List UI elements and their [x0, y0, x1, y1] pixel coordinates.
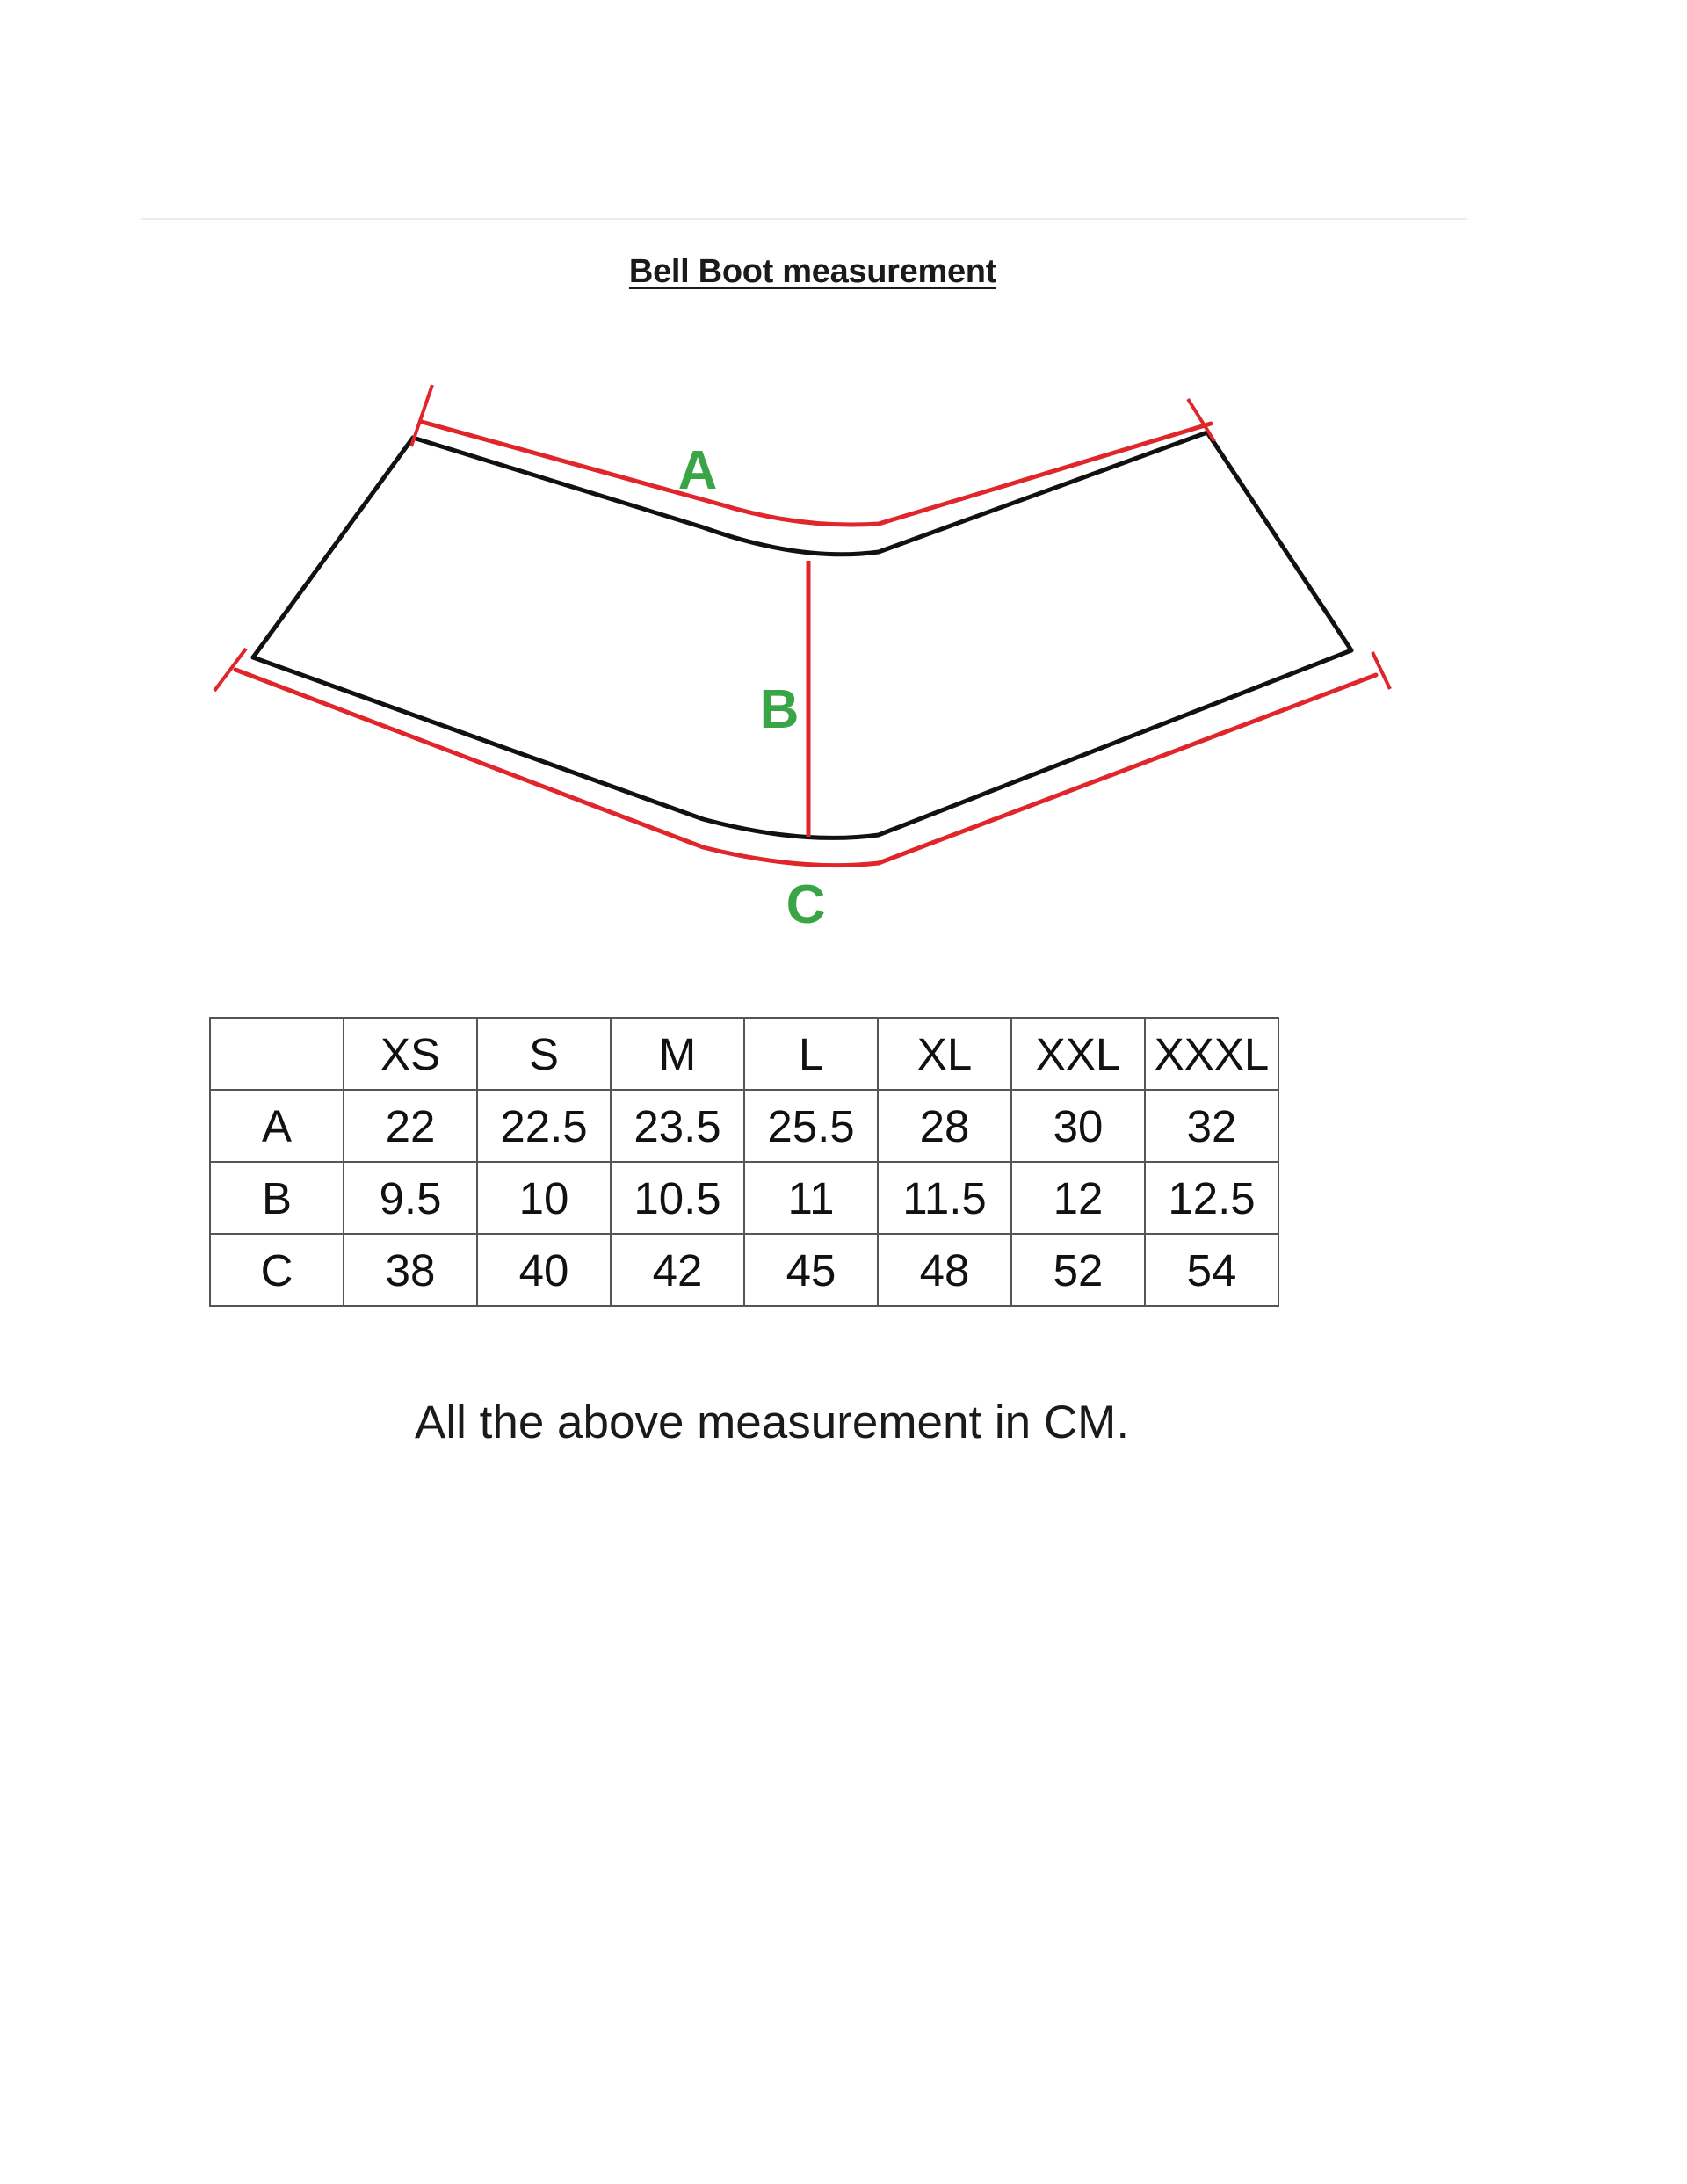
row-label: C [210, 1234, 344, 1306]
table-cell: 12 [1011, 1162, 1145, 1234]
bell-boot-diagram [0, 334, 1687, 967]
row-label: B [210, 1162, 344, 1234]
size-header-xxxl: XXXL [1145, 1018, 1278, 1090]
table-cell: 23.5 [611, 1090, 744, 1162]
table-cell: 22 [344, 1090, 477, 1162]
label-b: B [759, 679, 800, 740]
measure-tick-a-left [411, 385, 432, 446]
row-label: A [210, 1090, 344, 1162]
measure-tick-c-right [1372, 652, 1390, 689]
table-cell: 38 [344, 1234, 477, 1306]
size-header-l: L [744, 1018, 878, 1090]
table-cell: 10 [477, 1162, 611, 1234]
label-a: A [677, 440, 718, 501]
table-cell: 22.5 [477, 1090, 611, 1162]
table-cell: 32 [1145, 1090, 1278, 1162]
table-cell: 25.5 [744, 1090, 878, 1162]
table-cell: 28 [878, 1090, 1011, 1162]
table-cell: 42 [611, 1234, 744, 1306]
table-cell: 45 [744, 1234, 878, 1306]
table-row [210, 1234, 1278, 1306]
units-note: All the above measurement in CM. [415, 1397, 1130, 1448]
size-header-xs: XS [344, 1018, 477, 1090]
size-header-xxl: XXL [1011, 1018, 1145, 1090]
boot-right-side [1207, 432, 1351, 650]
table-cell: 11 [744, 1162, 878, 1234]
table-cell: 11.5 [878, 1162, 1011, 1234]
table-header-row [210, 1018, 1278, 1090]
table-cell: 40 [477, 1234, 611, 1306]
page-title: Bell Boot measurement [628, 253, 997, 290]
table-cell: 54 [1145, 1234, 1278, 1306]
size-header-xl: XL [878, 1018, 1011, 1090]
size-header-s: S [477, 1018, 611, 1090]
table-cell: 10.5 [611, 1162, 744, 1234]
table-cell: 9.5 [344, 1162, 477, 1234]
size-header-m: M [611, 1018, 744, 1090]
table-row [210, 1090, 1278, 1162]
table-cell: 48 [878, 1234, 1011, 1306]
size-chart-table [209, 1017, 1279, 1307]
table-cell: 12.5 [1145, 1162, 1278, 1234]
label-c: C [786, 874, 826, 935]
table-cell: 30 [1011, 1090, 1145, 1162]
table-cell: 52 [1011, 1234, 1145, 1306]
boot-left-side [253, 438, 413, 657]
table-row [210, 1162, 1278, 1234]
boot-bottom-edge [253, 650, 1351, 838]
top-divider-line [141, 218, 1467, 220]
table-corner-cell [210, 1018, 344, 1090]
